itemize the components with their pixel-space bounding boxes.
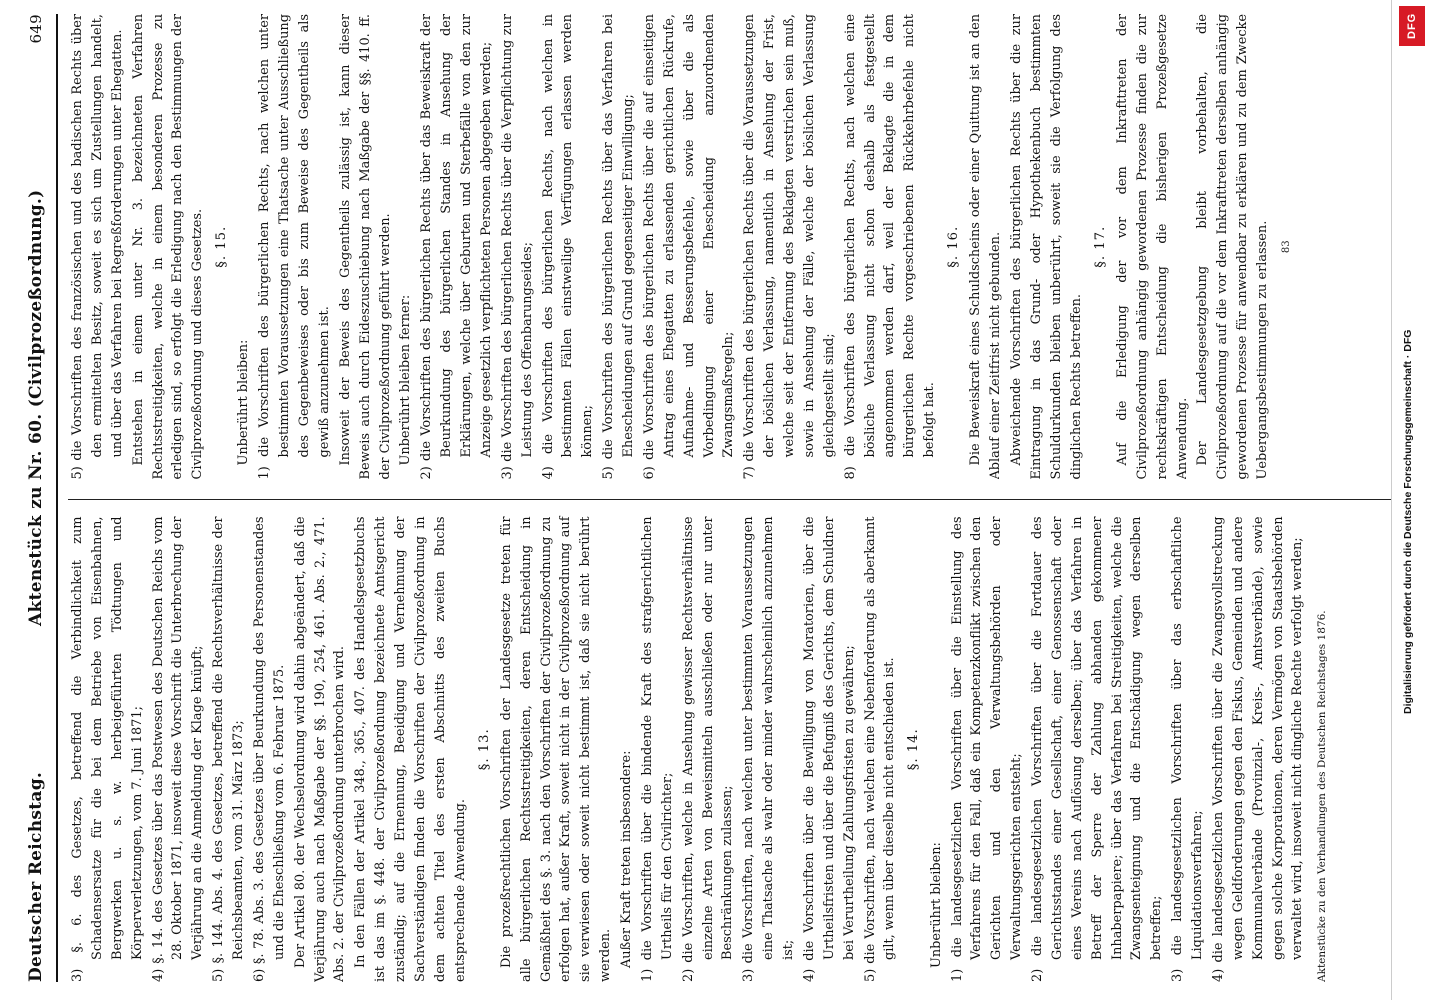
paragraph: In den Fällen der Artikel 348., 365., 407. des Handelsgesetzbuchs ist das im §. 448. der Civilprozeßordnung bezeichnete Amtsgericht zuständig; auf die Ernennung, Beeidigung und Vernehmung der Sachverständigen finden die Vorschriften der Civilprozeßordnung in dem achten Titel des ersten Abschnitts des zweiten Buchs entsprechende Anwendung.	[353, 516, 468, 982]
list-item: 4) die landesgesetzlichen Vorschriften über die Zwangsvollstreckung wegen Geldforderungen gegen den Fiskus, Gemeinden und andere Kommunalverbände (Provinzial-, Kreis-, Amtsverbände), sowie gegen solche Korporationen, deren Vermögen von Staatsbehörden verwaltet wird, insoweit nicht dingliche Rechte verfolgt werden;	[1210, 516, 1306, 982]
paragraph: Abweichende Vorschriften des bürgerlichen Rechts über die zur Eintragung in das Grund- oder Hypothekenbuch bestimmten Schuldurkunden bleiben unberührt, soweit sie die Verfolgung des dinglichen Rechts betreffen.	[1009, 14, 1084, 480]
list-item: 5) die Vorschriften des bürgerlichen Rechts über das Verfahren bei Ehescheidungen auf Grund gegenseitiger Einwilligung;	[601, 14, 637, 480]
left-column	[68, 500, 1398, 983]
section-heading: §. 13.	[476, 728, 492, 771]
list-item: 2) die landesgesetzlichen Vorschriften über die Fortdauer des Gerichtsstandes einer Gesellschaft, einer Genossenschaft oder eines Vereins nach Auflösung derselben; über das Verfahren in Betreff der Sperre der Zahlung abhanden gekommener Inhaberpapiere; über das Verfahren bei Streitigkeiten, welche die Zwangsenteignung und die Entschädigung wegen derselben betreffen;	[1030, 516, 1165, 982]
list-item: 8) die Vorschriften des bürgerlichen Rechts, nach welchen eine bösliche Verlassung nicht schon deshalb als festgestellt angenommen werden darf, weil der Beklagte die in dem bürgerlichen Rechte vorgeschriebenen Rückkehrbefehle nicht befolgt hat.	[842, 14, 938, 480]
running-header	[26, 14, 58, 982]
section-heading: §. 16.	[946, 225, 962, 268]
list-item: 4) §. 14. des Gesetzes über das Postwesen des Deutschen Reichs vom 28. Oktober 1871, insoweit diese Vorschrift die Unterbrechung der Verjährung an die Anmeldung der Klage knüpft;	[150, 516, 206, 982]
dfg-logo: DFG	[1399, 6, 1425, 46]
list-item: 2) die Vorschriften, welche in Ansehung gewisser Rechtsverhältnisse einzelne Arten von Beweismitteln ausschließen oder nur unter Beschränkungen zulassen;	[680, 516, 736, 982]
paragraph: Die prozeßrechtlichen Vorschriften der Landesgesetze treten für alle bürgerlichen Rechtsstreitigkeiten, deren Entscheidung in Gemäßheit des §. 3. nach den Vorschriften der Civilprozeßordnung zu erfolgen hat, außer Kraft, soweit nicht in der Civilprozeßordnung auf sie verwiesen oder soweit nicht bestimmt ist, daß sie nicht berührt werden.	[498, 516, 614, 982]
paragraph: Der Artikel 80. der Wechselordnung wird dahin abgeändert, daß die Verjährung auch nach Maßgabe der §§. 190, 254, 461. Abs. 2., 471. Abs. 2. der Civilprozeßordnung unterbrochen wird.	[292, 516, 348, 982]
list-item: 5) die Vorschriften des französischen und des badischen Rechts über den ermittelten Besitz, soweit es sich um Zustellungen handelt, und über das Verfahren bei Regreßforderungen unter Ehegatten.	[70, 14, 125, 480]
paragraph: Unberührt bleiben:	[236, 339, 252, 466]
list-item: 3) die landesgesetzlichen Vorschriften über das erbschaftliche Liquidationsverfahren;	[1170, 516, 1206, 982]
list-item: 3) die Vorschriften des bürgerlichen Rechts über die Verpflichtung zur Leistung des Offenbarungseides;	[499, 14, 535, 480]
paragraph: Entstehen in einem unter Nr. 3. bezeichneten Verfahren Rechtsstreitigkeiten, welche in einem besonderen Prozesse zu erledigen sind, so erfolgt die Erledigung nach den Bestimmungen der Civilprozeßordnung und dieses Gesetzes.	[130, 14, 206, 480]
right-column	[68, 14, 1398, 480]
list-item: 3) die Vorschriften, nach welchen unter bestimmten Voraussetzungen eine Thatsache als wahr oder minder wahrscheinlich anzunehmen ist;	[741, 516, 797, 982]
paragraph: Unberührt bleiben:	[928, 842, 944, 968]
section-heading: §. 15.	[214, 225, 230, 268]
page-number: 649	[27, 14, 45, 44]
list-item: 5) die Vorschriften, nach welchen eine Nebenforderung als aberkannt gilt, wenn über dieselbe nicht entschieden ist.	[862, 516, 898, 982]
paragraph: Außer Kraft treten insbesondere:	[619, 750, 635, 968]
text-columns	[68, 14, 1398, 982]
list-item: 4) die Vorschriften des bürgerlichen Rechts, nach welchen in bestimmten Fällen einstweilige Verfügungen erlassen werden können;	[540, 14, 596, 480]
list-item: 7) die Vorschriften des bürgerlichen Rechts über die Voraussetzungen der böslichen Verlassung, namentlich in Ansehung der Frist, welche seit der Entfernung des Beklagten verstrichen sein muß, sowie in Ansehung der Fälle, welche der böslichen Verlassung gleichgestellt sind;	[742, 14, 837, 480]
paragraph: Insoweit der Beweis des Gegentheils zulässig ist, kann dieser Beweis auch durch Eideszuschiebung nach Maßgabe der §§. 410. ff. der Civilprozeßordnung geführt werden.	[337, 14, 393, 480]
section-heading: §. 17.	[1092, 225, 1108, 268]
list-item: 3) §. 6. des Gesetzes, betreffend die Verbindlichkeit zum Schadensersatze für die bei dem Betriebe von Eisenbahnen, Bergwerken u. s. w. herbeigeführten Tödtungen und Körperverletzungen, vom 7. Juni 1871;	[70, 516, 145, 982]
footnote: Aktenstücke zu den Verhandlungen des Deutschen Reichstages 1876.	[1316, 610, 1329, 982]
header-left: Deutscher Reichstag.	[26, 771, 46, 982]
list-item: 6) die Vorschriften des bürgerlichen Rechts über die auf einseitigen Antrag eines Ehegatten zu erlassenden gerichtlichen Rückrufe, Aufnahme- und Besserungsbefehle, sowie über die als Vorbedingung einer Ehescheidung anzuordnenden Zwangsmaßregeln;	[641, 14, 737, 480]
paragraph: Die Beweiskraft eines Schuldscheins oder einer Quittung ist an den Ablauf einer Zeitfrist nicht gebunden.	[968, 14, 1004, 480]
section-heading: §. 14.	[906, 728, 922, 771]
dfg-credit-text: Digitalisierung gefördert durch die Deutsche Forschungsgemeinschaft · DFG	[1402, 329, 1414, 715]
paragraph: Unberührt bleiben ferner:	[398, 294, 414, 466]
paragraph: Der Landesgesetzgebung bleibt vorbehalten, die Civilprozeßordnung auf die vor dem Inkrafttreten derselben anhängig gewordenen Prozesse für anwendbar zu erklären und zu dem Zwecke Uebergangsbestimmungen zu erlassen.	[1195, 14, 1271, 480]
header-center: Aktenstück zu Nr. 60. (Civilprozeßordnung.)	[26, 189, 46, 626]
list-item: 2) die Vorschriften des bürgerlichen Rechts über das Beweiskraft der Beurkundung des bürgerlichen Standes in Ansehung der Erklärungen, welche über Geburten und Sterbefälle von den zur Anzeige gesetzlich verpflichteten Personen abgegeben werden;	[419, 14, 494, 480]
list-item: 4) die Vorschriften über die Bewilligung von Moratorien, über die Urtheilsfristen und über die Befugniß des Gerichts, dem Schuldner bei Verurtheilung Zahlungsfristen zu gewähren;	[801, 516, 857, 982]
page-stamp: 83	[1280, 240, 1292, 254]
list-item: 1) die landesgesetzlichen Vorschriften über die Einstellung des Verfahrens für den Fall, daß ein Kompetenzkonflikt zwischen den Gerichten und den Verwaltungsbehörden oder Verwaltungsgerichten entsteht;	[949, 516, 1025, 982]
list-item: 6) §. 78. Abs. 3. des Gesetzes über Beurkundung des Personenstandes und die Eheschließung vom 6. Februar 1875.	[251, 516, 287, 982]
paragraph: Auf die Erledigung der vor dem Inkrafttreten der Civilprozeßordnung anhängig gewordenen Prozesse finden die zur rechtskräftigen Entscheidung die bisherigen Prozeßgesetze Anwendung.	[1114, 14, 1190, 480]
list-item: 1) die Vorschriften des bürgerlichen Rechts, nach welchen unter bestimmten Voraussetzungen eine Thatsache unter Ausschließung des Gegenbeweises oder bis zum Beweise des Gegentheils als gewiß anzunehmen ist.	[257, 14, 332, 480]
dfg-sidebar	[1391, 0, 1432, 1000]
list-item: 1) die Vorschriften über die bindende Kraft des strafgerichtlichen Urtheils für den Civilrichter;	[639, 516, 675, 982]
list-item: 5) §. 144. Abs. 4. des Gesetzes, betreffend die Rechtsverhältnisse der Reichsbeamten, vom 31. März 1873;	[211, 516, 246, 982]
